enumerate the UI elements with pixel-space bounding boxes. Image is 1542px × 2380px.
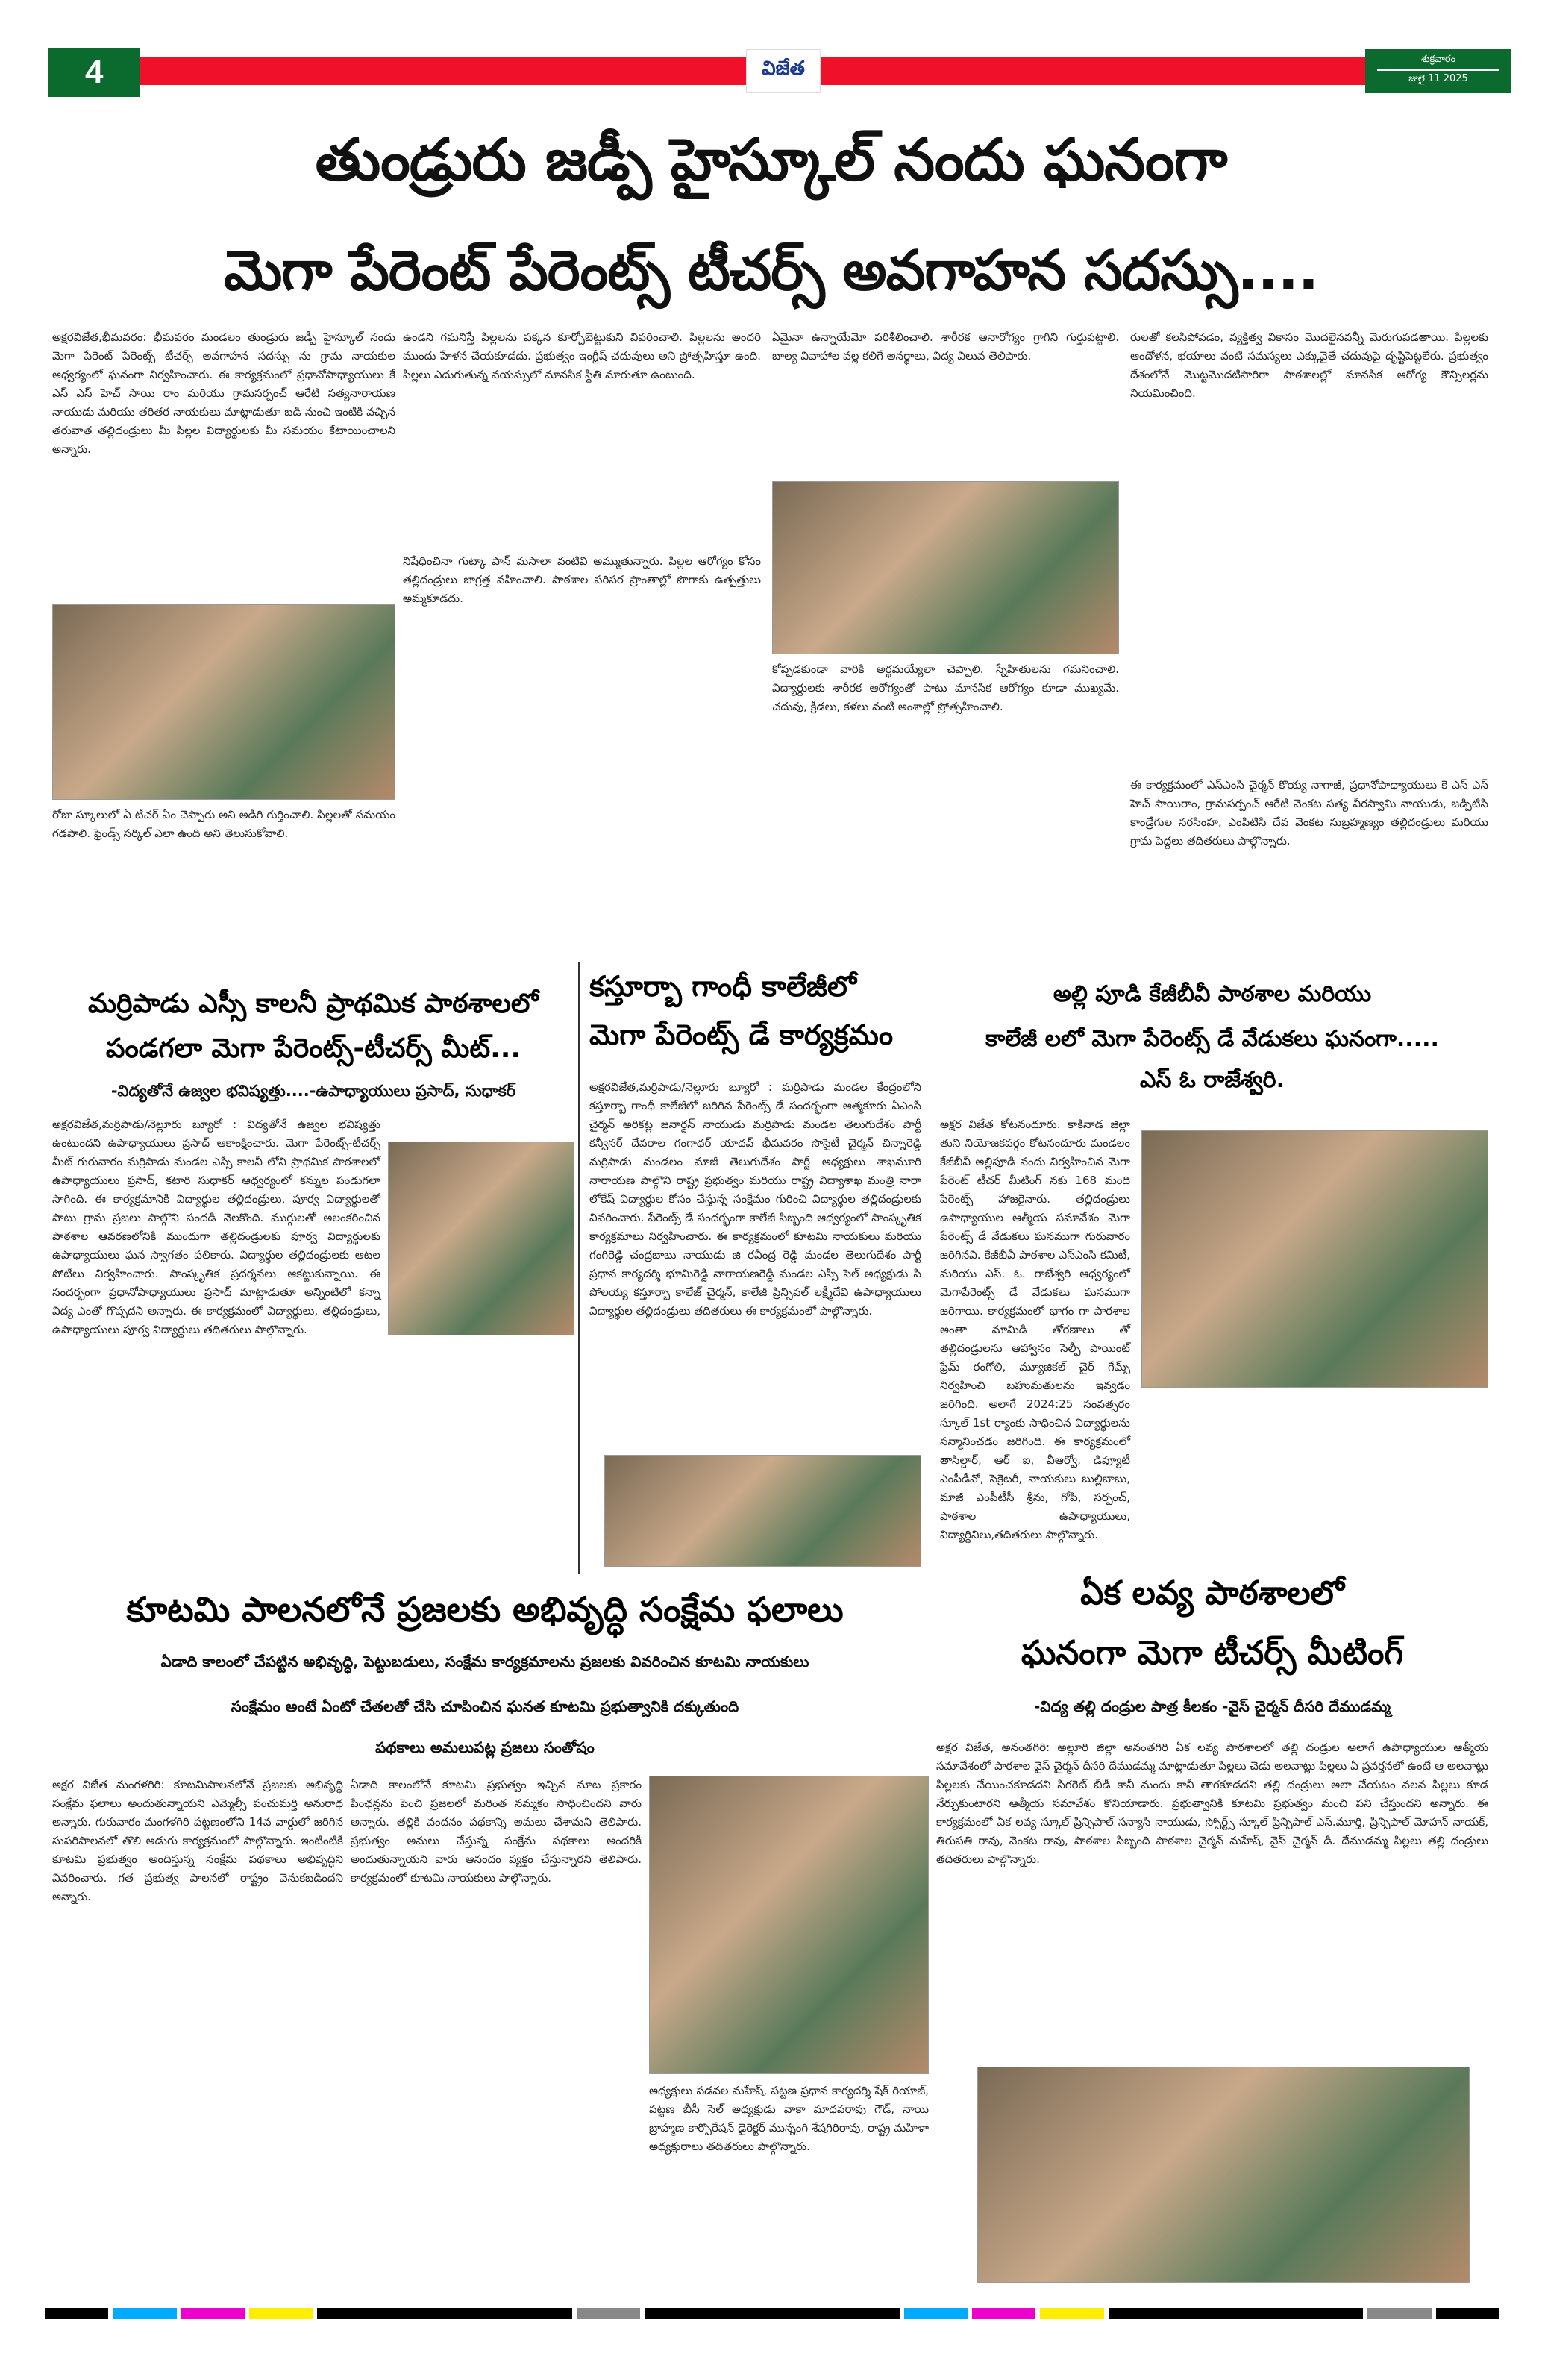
- story-e-headline-1: ఏక లవ్య పాఠశాలలో: [1080, 1574, 1344, 1612]
- story-c-headline-3: ఎస్ ఓ రాజేశ్వరి.: [1140, 1067, 1285, 1093]
- print-registration-bar: [45, 2305, 1499, 2322]
- story-c-body: అక్షర విజేత కోటనందూరు. కాకినాడ జిల్లా తుని నియోజకవర్గం కోటనందూరు మండలం కేజీబీవీ అల్లిపూడి నందు నిర్వహించిన మెగా పేరెంట్ టీచర్ మీటింగ్ నకు 168 మంది పేరెంట్స్ హాజరైనారు. తల్లిదండ్రులు ఉపాధ్యాయుల ఆత్మీయ సమావేశం మెగా పేరెంట్స్ డే వేడుకలు ఘనముగా గురువారం జరిగినవి. కేజీబీవీ పాఠశాల ఎస్ఎంసి కమిటీ, మరియు ఎస్. ఓ. రాజేశ్వరి ఆధ్వర్యంలో మెగాపేరెంట్స్ డే వేడుకలు ఘనముగా జరిగాయి. కార్యక్రమంలో భాగం గా పాఠశాల అంతా మామిడి తోరణాలు తో తల్లిదండ్రులను ఆహ్వానం సెల్ఫీ పాయింట్ ఫ్రేమ్ రంగోలి, మ్యూజికల్ చైర్ గేమ్స్ నిర్వహించి బహుమతులను ఇవ్వడం జరిగింది. అలాగే 2024:25 సంవత్సరం స్కూల్ 1st ర్యాంకు సాధించిన విద్యార్థులను సన్మానించడం జరిగింది. ఈ కార్యక్రమంలో తాసిల్దార్, ఆర్ ఐ, వీఆర్వో, డిప్యూటీ ఎంపీడీవో, సెక్రెటరీ, నాయకులు బుల్లిబాబు, మాజీ ఎంపీటీసీ శ్రీను, గోపి, సర్పంచ్, పాఠశాల ఉపాధ్యాయులు, విద్యార్థినిలు,తదితరులు పాల్గొన్నారు.: [940, 1118, 1130, 1541]
- story-d-photo: [649, 1776, 929, 2074]
- page-number: 4: [48, 48, 140, 97]
- story-c-headline-2: కాలేజీ లలో మెగా పేరెంట్స్ డే వేడుకలు ఘనంగా.....: [985, 1026, 1439, 1052]
- story-a-body: అక్షరవిజేత,మర్రిపాడు/నెల్లూరు బ్యూరో : విద్యతోనే ఉజ్వల భవిష్యత్తు ఉంటుందని ఉపాధ్యాయులు ప్రసాద్ ఆకాంక్షించారు. మెగా పేరెంట్స్-టీచర్స్ మీట్ గురువారం మర్రిపాడు మండల ఎస్సీ కాలనీ లోని ప్రాథమిక పాఠశాలలో ఉపాధ్యాయులు ప్రసాద్, కటారి సుధాకర్ ఆధ్వర్యంలో కన్నుల పండుగలా సాగింది. ఈ కార్యక్రమానికి విద్యార్థుల తల్లిదండ్రులు, పూర్వ విద్యార్థులతో పాటు గ్రామ ప్రజలు పాల్గొని సందడి నెలకొంది. ముగ్గులతో అలంకరించిన పాఠశాల ఆవరణలోనికి ముందుగా తల్లిదండ్రులకు పూర్వ విద్యార్థులకు ఉపాధ్యాయులు ఘన స్వాగతం పలికారు. విద్యార్థుల తల్లిదండ్రులకు ఆటల పోటీలు నిర్వహించారు. సాంస్కృతిక ప్రదర్శనలు ఆకట్టుకున్నాయి. ఈ సందర్భంగా ప్రధానోపాధ్యాయులు ప్రసాద్ మాట్లాడుతూ అన్నింటిలో కన్నా విద్య ఎంతో గొప్పదని అన్నారు. ఈ కార్యక్రమంలో విద్యార్థులు, తల్లిదండ్రులు, ఉపాధ్యాయులు పూర్వ విద్యార్థులు తదితరులు పాల్గొన్నారు.: [52, 1118, 380, 1336]
- column-divider: [578, 962, 580, 1574]
- story-d-sub-3: పథకాలు అమలుపట్ల ప్రజలు సంతోషం: [375, 1738, 595, 1756]
- lead-col-2b: నిషేధించినా గుట్కా పాన్ మసాలా వంటివి అమ్ముతున్నారు. పిల్లల ఆరోగ్యం కోసం తల్లిదండ్రులు జాగ్రత్త వహించాలి. పాఠశాల పరిసర ప్రాంతాల్లో పొగాకు ఉత్పత్తులు అమ్మకూడదు.: [403, 554, 761, 605]
- lead-headline-1: తుండ్రురు జడ్పీ హైస్కూల్ నందు ఘనంగా: [315, 127, 1227, 194]
- story-d-body-3: అధ్యక్షులు పడవల మహేష్, పట్టణ ప్రధాన కార్యదర్శి షేక్ రియాజ్, పట్టణ బీసీ సెల్ అధ్యక్షుడు వాకా మాధవరావు గౌడ్, నాయి బ్రాహ్మణ కార్పొరేషన్ డైరెక్టర్ మున్నంగి శేషగిరిరావు, రాష్ట్ర మహిళా అధ్యక్షురాలు తదితరులు పాల్గొన్నారు.: [649, 2084, 929, 2153]
- story-b-headline-2: మెగా పేరెంట్స్ డే కార్యక్రమం: [589, 1018, 894, 1051]
- story-d-headline: కూటమి పాలనలోనే ప్రజలకు అభివృద్ధి సంక్షేమ ఫలాలు: [126, 1589, 844, 1629]
- story-a-headline-2: పండగలా మెగా పేరెంట్స్-టీచర్స్ మీట్...: [105, 1033, 521, 1064]
- date-box: [1365, 49, 1511, 93]
- lead-headline-2: మెగా పేరెంట్ పేరెంట్స్ టీచర్స్ అవగాహన సదస్సు....: [224, 239, 1318, 303]
- day: శుక్రవారం: [1420, 54, 1456, 65]
- lead-col-2: ఉండని గమనిస్తే పిల్లలను పక్కన కూర్చోబెట్టుకుని వివరించాలి. పిల్లలను అందరి ముందు హేళన చేయకూడదు. ప్రభుత్వం ఇంగ్లీష్ చదువులు అని ప్రోత్సహిస్తూ ఉంది. పిల్లలు ఎదుగుతున్న వయస్సులో మానసిక స్థితి మారుతూ ఉంటుంది.: [403, 331, 761, 381]
- lead-col-3b: కోప్పడకుండా వారికి అర్థమయ్యేలా చెప్పాలి. స్నేహితులను గమనించాలి. విద్యార్థులకు శారీరక ఆరోగ్యంతో పాటు మానసిక ఆరోగ్యం కూడా ముఖ్యమే. చదువు, క్రీడలు, కళలు వంటి అంశాల్లో ప్రోత్సహించాలి.: [772, 663, 1119, 713]
- masthead-logo: విజేత: [746, 49, 821, 93]
- lead-col-3: ఏమైనా ఉన్నాయేమో పరిశీలించాలి. శారీరక ఆనారోగ్యం గ్రాగిని గుర్తుపట్టాలి. బాల్య వివాహాల వల్ల కలిగే అనర్థాలు, విద్య విలువ తెలిపారు.: [772, 331, 1119, 363]
- story-b-headline-1: కస్తూర్బా గాంధీ కాలేజీలో: [589, 970, 856, 1003]
- lead-photo-1: [52, 604, 395, 800]
- story-b-photo: [604, 1455, 921, 1567]
- story-c-photo: [1141, 1130, 1488, 1388]
- story-a-subhead: -విద్యతోనే ఉజ్వల భవిష్యత్తు....-ఉపాధ్యాయులు ప్రసాద్, సుధాకర్: [110, 1082, 516, 1100]
- lead-col-4: రులతో కలసిపోవడం, వ్యక్తిత్వ వికాసం మొదలైనవన్నీ మెరుగుపడతాయి. పిల్లలకు ఆందోళన, భయాలు వంటి సమస్యలు ఎక్కువైతే చదువుపై దృష్టిపెట్టలేరు. ప్రభుత్వం దేశంలోనే మొట్టమొదటిసారిగా పాఠశాలల్లో మానసిక ఆరోగ్య కౌన్సిలర్లను నియమించింది.: [1130, 331, 1488, 400]
- story-e-photo: [977, 2067, 1470, 2283]
- story-d-sub-1: ఏడాది కాలంలో చేపట్టిన అభివృద్ధి, పెట్టుబడులు, సంక్షేమ కార్యక్రమాలను ప్రజలకు వివరించిన కూటమి నాయకులు: [160, 1653, 809, 1670]
- lead-col-1b: రోజు స్కూలులో ఏ టీచర్ ఏం చెప్పారు అని అడిగి గుర్తించాలి. పిల్లలతో సమయం గడపాలి. ఫ్రెండ్స్ సర్కిల్ ఎలా ఉంది అని తెలుసుకోవాలి.: [52, 808, 395, 840]
- story-e-subhead: -విద్య తల్లి దండ్రుల పాత్ర కీలకం -వైస్ చైర్మన్ దీసరి దేముడమ్మ: [1033, 1697, 1391, 1715]
- lead-col-4b: ఈ కార్యక్రమంలో ఎస్ఎంసి చైర్మన్ కొయ్య నాగాజీ, ప్రధానోపాధ్యాయులు కె ఎస్ ఎస్ హెచ్ సాయిరాం, గ్రామసర్పంచ్ ఆరేటి వెంకట సత్య వీరస్వామి నాయుడు, జడ్పిటిసి కాండ్రేగుల నరసింహ, ఎంపిటిసి దేవ వెంకట సుబ్రహ్మణ్యం తల్లిదండ్రులు మరియు గ్రామ పెద్దలు తదితరులు పాల్గొన్నారు.: [1130, 778, 1488, 848]
- story-b-body: అక్షరవిజేత,మర్రిపాడు/నెల్లూరు బ్యూరో : మర్రిపాడు మండల కేంద్రంలోని కస్తూర్బా గాంధీ కాలేజీలో జరిగిన పేరెంట్స్ డే సందర్భంగా ఆత్మకూరు ఏఎంసీ చైర్మన్ అరికట్ల జనార్దన్ నాయుడు మర్రిపాడు మండల తెలుగుదేశం పార్టీ కన్వీనర్ దేవరాల గంగాధర్ యాదవ్ భీమవరం సొసైటీ చైర్మన్ చిన్నారెడ్డి మర్రిపాడు మండలం మాజీ తెలుగుదేశం పార్టీ అధ్యక్షులు శాఖమూరి నారాయణ పాల్గొని రాష్ట్ర ప్రభుత్వం మరియు రాష్ట్ర విద్యాశాఖ మంత్రి నారా లోకేష్ విద్యార్థుల కోసం చేస్తున్న సంక్షేమం గురించి విద్యార్థుల తల్లిదండ్రులకు వివరించారు. పేరెంట్స్ డే సందర్భంగా కాలేజీ సిబ్బంది ఆధ్వర్యంలో సాంస్కృతిక కార్యక్రమాలు నిర్వహించారు. ఈ కార్యక్రమంలో కూటమి నాయకులు మరియు గంగిరెడ్డి చంద్రబాబు నాయుడు జి రవీంద్ర రెడ్డి మండల తెలుగుదేశం పార్టీ ప్రధాన కార్యదర్శి భూమిరెడ్డి నారాయణరెడ్డి మండల ఎస్సీ సెల్ అధ్యక్షుడు పి పోలయ్య కస్తూర్బా కాలేజ్ చైర్మన్, కాలేజీ ప్రిన్సిపల్ లక్ష్మీదేవి ఉపాధ్యాయులు విద్యార్థుల తల్లిదండ్రులు తదితరులు ఈ కార్యక్రమంలో పాల్గొన్నారు.: [589, 1080, 921, 1318]
- lead-col-1: అక్షరవిజేత,భీమవరం: భీమవరం మండలం తుండ్రురు జడ్పీ హైస్కూల్ నందు మెగా పేరెంట్ పేరెంట్స్ టీచర్స్ అవగాహన సదస్సు ను గ్రామ నాయకుల ఆధ్వర్యంలో ఘనంగా నిర్వహించారు. ఈ కార్యక్రమంలో ప్రధానోపాధ్యాయులు కే ఎస్ ఎస్ హెచ్ సాయి రాం మరియు గ్రామసర్పంచ్ ఆరేటి సత్యనారాయణ నాయుడు మరియు తరితర నాయకులు మాట్లాడుతూ బడి నుంచి ఇంటికి వచ్చిన తరువాత తల్లిదండ్రులు మీ పిల్లల విద్యార్థులకు మీ సమయం కేటాయించాలని అన్నారు.: [52, 331, 395, 456]
- story-d-body-2: ఏడాది కాలంలోనే కూటమి ప్రభుత్వం ఇచ్చిన మాట ప్రకారం పింఛన్లను పెంచి ప్రజలలో మరింత నమ్మకం సాధించిందని వారు అన్నారు. తల్లికి వందనం పథకాన్ని అమలు చేశామని తెలిపారు. ప్రభుత్వం అమలు చేస్తున్న సంక్షేమ పథకాలు అందరికీ అందుతున్నాయని వారు ఆనందం వ్యక్తం చేస్తున్నారని తెలిపారు. కార్యక్రమంలో కూటమి నాయకులు పాల్గొన్నారు.: [351, 1778, 642, 1885]
- story-a-photo: [388, 1142, 574, 1335]
- story-e-headline-2: ఘనంగా మెగా టీచర్స్ మీటింగ్: [1021, 1634, 1404, 1672]
- date: జులై 11 2025: [1408, 73, 1468, 84]
- story-a-headline-1: మర్రిపాడు ఎస్సీ కాలనీ ప్రాథమిక పాఠశాలలో: [88, 989, 539, 1019]
- story-d-sub-2: సంక్షేమం అంటే ఏంటో చేతలతో చేసి చూపించిన ఘనత కూటమి ప్రభుత్వానికి దక్కుతుంది: [231, 1697, 739, 1715]
- story-d-body-1: అక్షర విజేత మంగళగిరి: కూటమిపాలనలోనే ప్రజలకు అభివృద్ధి సంక్షేమ ఫలాలు అందుతున్నాయని ఎమ్మెల్సీ పంచుమర్తి అనురాధ అన్నారు. గురువారం మంగళగిరి పట్టణంలోని 14వ వార్డులో జరిగిన సుపరిపాలనలో తొలి అడుగు కార్యక్రమంలో పాల్గొన్నారు. ఇంటింటికీ కూటమి ప్రభుత్వం అందిస్తున్న సంక్షేమ పథకాలు అభివృద్ధిని వివరించారు. గత ప్రభుత్వ పాలనలో రాష్ట్రం వెనుకబడిందని అన్నారు.: [52, 1778, 343, 1903]
- story-c-headline-1: అల్లి పూడి కేజీబీవీ పాఠశాల మరియు: [1053, 981, 1372, 1007]
- story-e-body: అక్షర విజేత, అనంతగిరి: అల్లూరి జిల్లా అనంతగిరి ఏక లవ్య పాఠశాలలో తల్లి దండ్రుల అలాగే ఉపాధ్యాయుల ఆత్మీయ సమావేశంలో పాఠశాల వైస్ చైర్మన్ దీసరి దేముడమ్మ మాట్లాడుతూ పిల్లలు చెడు అలవాట్లు పిల్లలు ఏ ప్రవర్తనలో ఉంటే ఆ అలవాట్లు పిల్లలకు చేయించకూడదని సిగరెట్ బీడీ కానీ మందు కానీ తాగకూడదని తల్లి దండ్రులు అలా చేయటం వలన పిల్లలు కూడ నేర్చుకుంటారని ఆత్మీయ సమావేశం కొనియాడారు. ప్రభుత్వానికి కూటమి ప్రభుత్వం మంచి పని చేస్తుందని అన్నారు. ఈ కార్యక్రమంలో ఏక లవ్య స్కూల్ ప్రిన్సిపాల్ సన్యాసి నాయుడు, స్పోర్ట్స్ స్కూల్ ప్రిన్సిపాల్ ఎస్.మూర్తి, ప్రిన్సిపాల్ మోహన్ నాయక్, తిరుపతి రావు, వెంకట రావు, పాఠశాల సిబ్బంది పాఠశాల చైర్మన్ మహేష్, వైస్ చైర్మన్ డి. దేముడమ్మ పిల్లలు తల్లి దండ్రులు తదితరులు పాల్గొన్నారు.: [936, 1741, 1488, 1866]
- lead-photo-2: [772, 481, 1119, 654]
